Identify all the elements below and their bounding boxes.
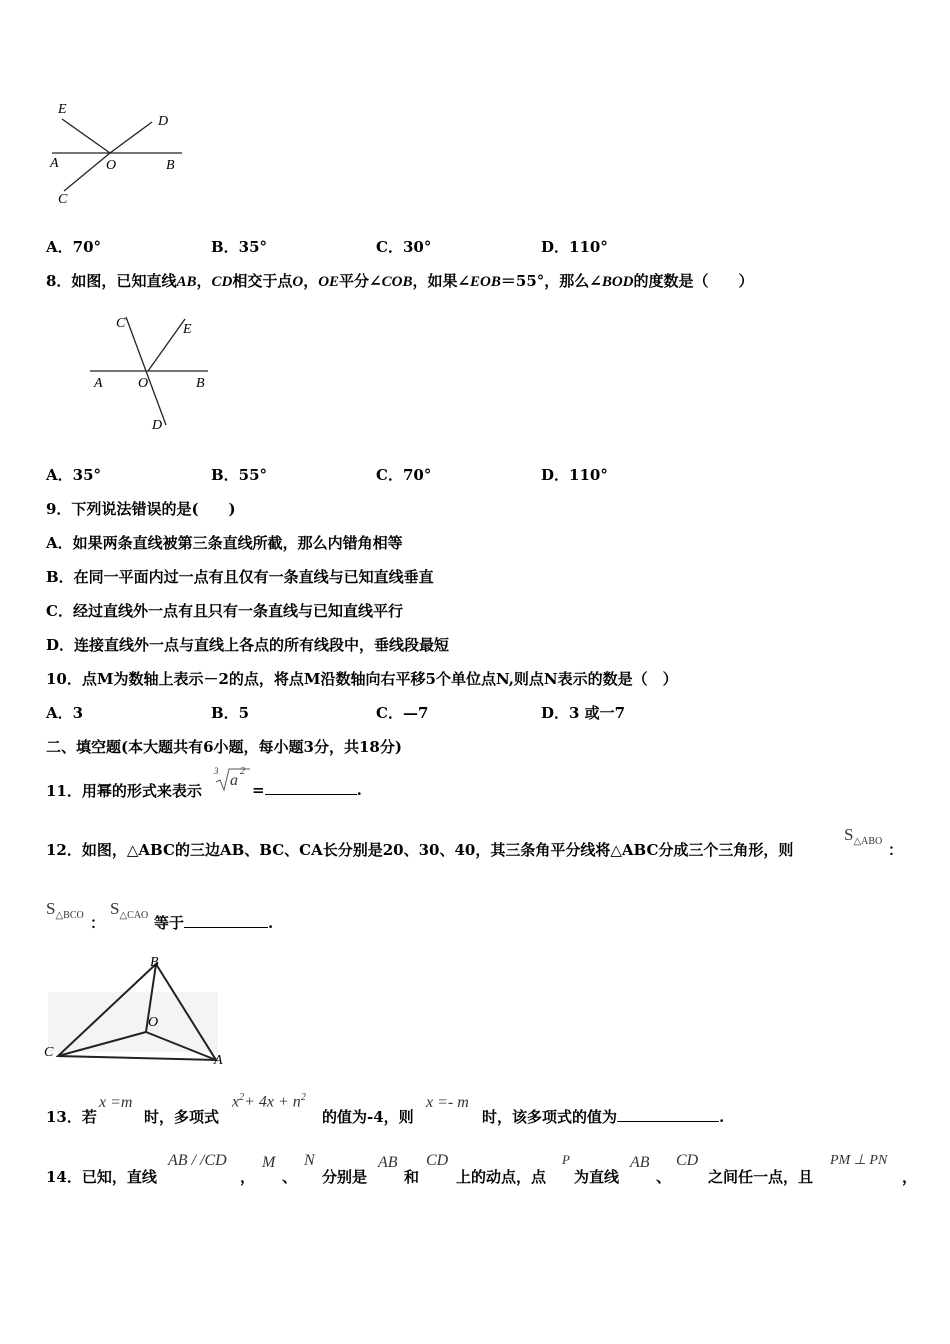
q14-comma-1: ， (240, 1168, 256, 1186)
q7-option-a[interactable]: A．70° (46, 238, 102, 256)
fig8-label-e: E (183, 322, 192, 337)
q14-cd: CD (426, 1152, 449, 1169)
q14-ab: AB (378, 1154, 398, 1171)
q12-s3: S (110, 899, 120, 918)
q11-end: . (356, 781, 362, 799)
q8-option-a[interactable]: A．35° (46, 466, 102, 484)
q8-text: ＝55°，那么∠ (500, 272, 602, 290)
q9-stem: 9．下列说法错误的是( ) (46, 500, 236, 518)
q7-option-b[interactable]: B．35° (211, 238, 268, 256)
fig7-label-a: A (50, 156, 59, 171)
q12-s2: S (46, 899, 56, 918)
q14-sep-3: 、 (656, 1168, 672, 1186)
q7-option-d[interactable]: D．110° (541, 238, 608, 256)
fig8-label-b: B (196, 376, 205, 391)
q9-option-d[interactable]: D．连接直线外一点与直线上各点的所有线段中，垂线段最短 (46, 636, 450, 654)
q13-poly-square: 2 (239, 1092, 245, 1103)
q8-cd: CD (211, 274, 233, 290)
q8-option-c[interactable]: C．70° (376, 466, 432, 484)
q14-end: ， (902, 1168, 918, 1186)
q14-parallel: AB / /CD (168, 1152, 227, 1169)
fig7-label-d: D (158, 114, 169, 129)
q12-s1: S (844, 825, 854, 844)
fig12-label-c: C (44, 1045, 54, 1060)
q14-pre: 14．已知，直线 (46, 1168, 157, 1186)
q8-ab: AB (176, 274, 197, 290)
q13-mid-3-text: 时，该多项式的值为 (482, 1108, 618, 1126)
q8-text: ， (303, 272, 319, 290)
q11-exponent: 2 (240, 766, 245, 777)
q12-end: . (268, 914, 274, 932)
q14-perpendicular: PM ⊥ PN (830, 1153, 888, 1168)
fig7-label-b: B (166, 158, 175, 173)
q13-mid-1: 时，多项式 (144, 1108, 220, 1126)
q12-s-cao (110, 899, 148, 921)
q12-colon-1: ： (888, 841, 904, 859)
fig7-label-o: O (106, 158, 117, 173)
q11-root-index: 3 (214, 766, 219, 776)
q8-text: 8．如图，已知直线 (46, 272, 177, 290)
q13-cond-1: x =m (99, 1094, 133, 1111)
q12-s2-sub: △BCO (55, 910, 84, 922)
fig8-label-c: C (116, 316, 126, 331)
q14-mid-2: 上的动点，点 (456, 1168, 547, 1186)
q14-n: N (304, 1152, 315, 1169)
fig7-label-e: E (58, 102, 67, 117)
q10-option-a[interactable]: A．3 (46, 704, 84, 722)
q8-o: O (292, 274, 304, 290)
q8-option-d[interactable]: D．110° (541, 466, 608, 484)
figure-q7 (40, 95, 200, 215)
q12-stem: 12．如图，△ABC的三边AB、BC、CA长分别是20、30、40，其三条角平分线将△ABC分成三个三角形，则 (46, 841, 794, 859)
q10-option-c[interactable]: C．—7 (376, 704, 429, 722)
q13-poly-mid: + 4x + n (244, 1093, 301, 1111)
q13-mid-3 (482, 1106, 724, 1127)
q10-option-b[interactable]: B．5 (211, 704, 250, 722)
q14-and: 和 (404, 1168, 420, 1186)
q11-answer (252, 780, 362, 799)
q7-option-c[interactable]: C．30° (376, 238, 432, 256)
q13-mid-2: 的值为-4，则 (322, 1108, 414, 1126)
section-2-heading: 二、填空题(本大题共有6小题，每小题3分，共18分) (46, 738, 402, 756)
q11-equals: = (252, 781, 265, 799)
q14-p: P (562, 1152, 570, 1167)
q13-cond-2: x =- m (426, 1094, 469, 1111)
q14-mid-1: 分别是 (322, 1168, 368, 1186)
q8-cob: COB (381, 274, 413, 290)
q12-colon-2: ： (90, 914, 106, 932)
q11-stem: 11．用幂的形式来表示 (46, 782, 202, 800)
q14-mid-3: 为直线 (574, 1168, 620, 1186)
q9-option-a[interactable]: A．如果两条直线被第三条直线所截，那么内错角相等 (46, 534, 403, 552)
q13-pre: 13．若 (46, 1108, 97, 1126)
fig12-label-a: A (214, 1053, 223, 1068)
fig7-label-c: C (58, 192, 68, 207)
fig8-label-a: A (94, 376, 103, 391)
q8-text: ， (196, 272, 212, 290)
q14-sep-2: 、 (282, 1168, 298, 1186)
q8-text: 平分∠ (339, 272, 382, 290)
fig8-label-d: D (152, 418, 163, 433)
q9-option-b[interactable]: B．在同一平面内过一点有且仅有一条直线与已知直线垂直 (46, 568, 434, 586)
q12-tail (154, 912, 273, 933)
q12-s-bco (46, 899, 84, 921)
q10-stem: 10．点M为数轴上表示－2的点，将点M沿数轴向右平移5个单位点N,则点N表示的数是（ ） (46, 670, 678, 688)
q11-radical (214, 766, 254, 796)
fig12-label-o: O (148, 1015, 159, 1030)
q14-m: M (262, 1154, 276, 1171)
q12-tail-text: 等于 (154, 914, 185, 932)
q14-ab-2: AB (630, 1154, 650, 1171)
q8-oe: OE (318, 274, 340, 290)
q13-answer-blank[interactable] (617, 1107, 719, 1122)
q13-poly-square-2: 2 (300, 1092, 306, 1103)
q13-end: . (719, 1108, 725, 1126)
q13-poly-x: x (232, 1093, 240, 1111)
q8-stem (46, 270, 754, 291)
q8-text: 相交于点 (232, 272, 293, 290)
fig12-label-b: B (150, 955, 159, 970)
q8-eob: EOB (470, 274, 501, 290)
q12-s1-sub: △ABO (853, 836, 883, 848)
q9-option-c[interactable]: C．经过直线外一点有且只有一条直线与已知直线平行 (46, 602, 403, 620)
q14-cd-2: CD (676, 1152, 699, 1169)
q12-answer-blank[interactable] (184, 913, 268, 928)
q13-polynomial (232, 1092, 306, 1111)
q8-text: 的度数是（ ） (633, 272, 754, 290)
q12-s3-sub: △CAO (119, 910, 149, 922)
q12-s-abo (844, 825, 882, 847)
q11-answer-blank[interactable] (265, 780, 357, 795)
fig8-label-o: O (138, 376, 149, 391)
q8-option-b[interactable]: B．55° (211, 466, 268, 484)
q11-radicand: a (230, 772, 238, 789)
figure-q8 (80, 305, 220, 435)
q14-mid-4: 之间任一点，且 (708, 1168, 814, 1186)
q8-text: ，如果∠ (412, 272, 471, 290)
figure-q12 (40, 952, 230, 1070)
q10-option-d[interactable]: D．3 或一7 (541, 704, 626, 722)
q8-bod: BOD (601, 274, 634, 290)
